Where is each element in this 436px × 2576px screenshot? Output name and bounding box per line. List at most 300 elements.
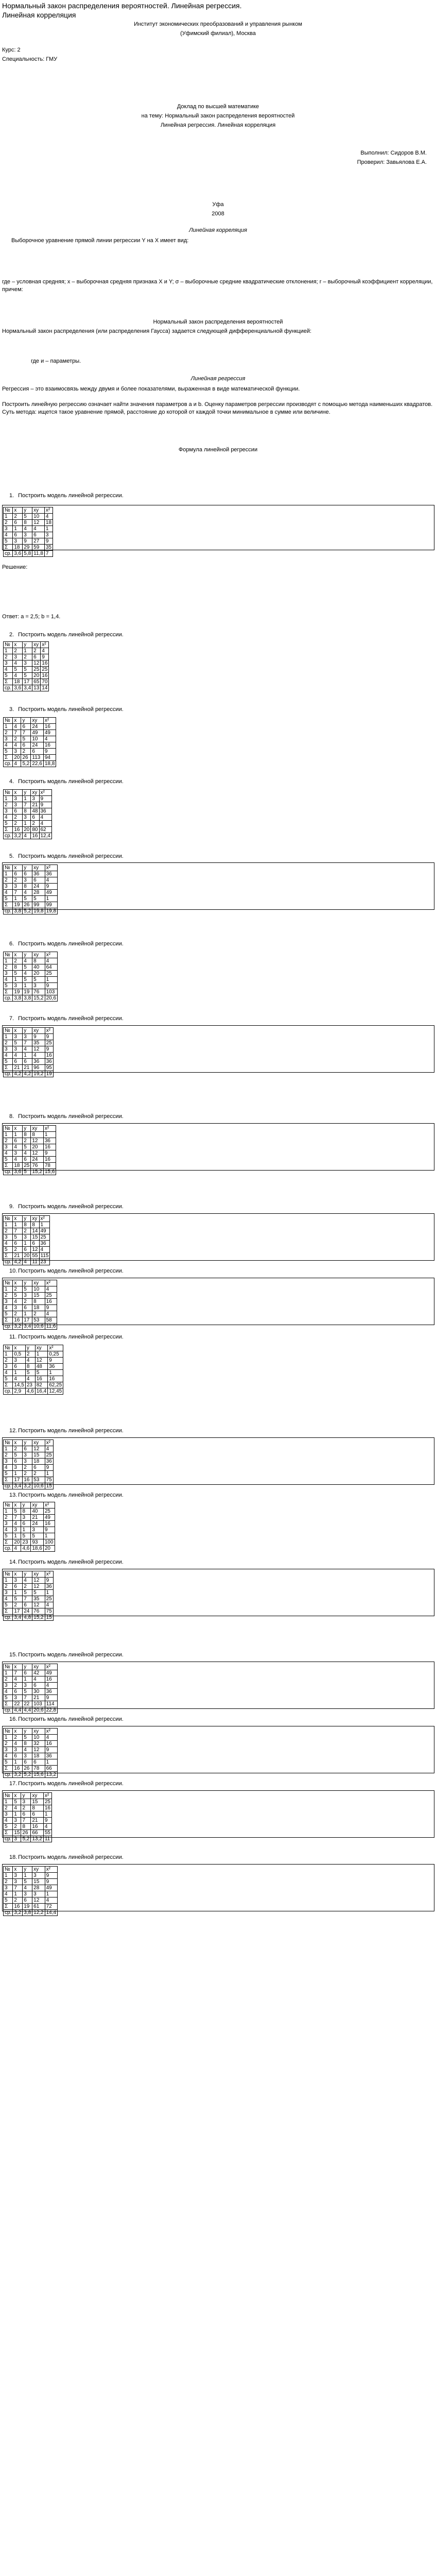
table-row	[4, 1539, 55, 1546]
table-cell: 19	[23, 989, 32, 995]
table-cell: 4	[4, 977, 13, 983]
table-cell: 8	[31, 1222, 39, 1228]
table-cell: 12	[32, 1046, 45, 1053]
table-cell: 36	[45, 1584, 53, 1590]
table-row	[4, 1299, 57, 1305]
table-cell: 3	[4, 1590, 13, 1596]
table-cell: 64	[45, 964, 57, 971]
table-cell: 1	[23, 1311, 32, 1317]
table-cell: 14,4	[45, 1910, 57, 1916]
table-cell: 3	[4, 660, 13, 667]
table-cell: ср.	[4, 1071, 13, 1077]
table-row	[4, 673, 49, 679]
table-cell: 4	[13, 742, 21, 749]
table-cell: 3	[23, 1293, 32, 1299]
table-cell: 36	[45, 1753, 57, 1759]
table-cell: 49	[43, 1515, 55, 1521]
table-cell: 72	[45, 1904, 57, 1910]
table-cell: 1	[4, 1222, 13, 1228]
table-cell: 3,2	[23, 1483, 32, 1489]
table-cell: 4	[45, 1311, 57, 1317]
task-text: Построить модель линейной регрессии.	[18, 1015, 124, 1022]
table-cell: 15,6	[43, 1169, 56, 1175]
table-cell: 78	[43, 1163, 56, 1169]
table-cell: 0,5	[13, 1351, 25, 1358]
table-cell: 5	[23, 896, 32, 902]
table-row	[4, 1701, 58, 1707]
table-header-cell: y	[23, 865, 32, 871]
table-cell: 1	[4, 1286, 13, 1293]
table-header-cell: x	[13, 718, 21, 724]
table-cell: 4	[23, 890, 32, 896]
table-row	[4, 1138, 56, 1144]
table-cell: 3	[13, 1305, 23, 1311]
table-cell: 8	[21, 1509, 31, 1515]
task-frame	[2, 1864, 434, 1911]
table-cell: 3	[23, 1683, 32, 1689]
table-cell: 3	[4, 971, 13, 977]
table-cell: 2	[13, 877, 23, 884]
table-row	[4, 1670, 58, 1676]
table-cell: 4	[4, 1891, 13, 1897]
table-cell: 5	[13, 667, 23, 673]
table-cell: 1	[4, 1034, 13, 1040]
table-cell: 19	[45, 1071, 53, 1077]
table-row	[4, 995, 58, 1002]
table-cell: 5	[4, 1376, 13, 1382]
table-header-cell: y	[23, 1216, 31, 1222]
branch-name: (Уфимский филиал), Москва	[180, 30, 256, 37]
table-cell: 4	[23, 971, 32, 977]
table-cell: 6	[32, 1465, 45, 1471]
table-cell: ср.	[4, 833, 13, 839]
table-cell: 4	[39, 815, 51, 821]
table-cell: ср.	[4, 685, 13, 691]
report-title: Доклад по высшей математике	[177, 104, 259, 110]
theory-paragraph-3: Нормальный закон распределения вероятностей	[153, 319, 283, 325]
table-header-cell: x²	[43, 1126, 56, 1132]
table-row	[4, 538, 53, 545]
table-row	[4, 1904, 58, 1910]
task-text: Построить модель линейной регрессии.	[18, 493, 124, 499]
table-cell: 4	[23, 958, 32, 964]
table-row	[4, 902, 58, 908]
table-cell: 1	[13, 1891, 23, 1897]
table-header-cell: №	[4, 1216, 13, 1222]
table-cell: 3	[23, 877, 32, 884]
table-cell: 3,8	[23, 1910, 32, 1916]
table-row	[4, 1040, 54, 1046]
table-cell: 24	[31, 742, 43, 749]
table-header-cell: x²	[45, 952, 57, 958]
table-cell: 3	[4, 1459, 13, 1465]
table-header-row	[4, 1216, 50, 1222]
table-cell: 16	[31, 1824, 43, 1830]
table-cell: 36	[45, 1689, 57, 1695]
table-cell: 4	[23, 1885, 32, 1891]
table-cell: 49	[39, 1228, 50, 1234]
table-cell: 3	[13, 983, 23, 989]
table-cell: 62,25	[48, 1382, 63, 1388]
table-cell: 6	[31, 1241, 39, 1247]
table-cell: 6	[23, 1897, 32, 1904]
table-cell: 2	[32, 1311, 45, 1317]
table-cell: 4	[39, 821, 51, 827]
table-row	[4, 1452, 54, 1459]
task-text: Построить модель линейной регрессии.	[18, 1113, 124, 1120]
table-cell: 5,8	[23, 551, 32, 557]
table-header-cell: x	[13, 1793, 21, 1799]
table-cell: 4	[45, 1446, 53, 1452]
table-cell: 3	[4, 808, 13, 815]
task-number: 17.	[9, 1781, 18, 1787]
table-cell: 9	[43, 749, 56, 755]
table-cell: 9	[44, 538, 53, 545]
table-row	[4, 1157, 56, 1163]
table-cell: 6	[23, 1157, 31, 1163]
table-cell: 4	[4, 1241, 13, 1247]
table-cell: Σ	[4, 989, 13, 995]
table-cell: 3,2	[13, 1910, 23, 1916]
table-cell: 26	[21, 755, 31, 761]
table-cell: 6	[13, 808, 23, 815]
table-cell: 2	[4, 654, 13, 660]
table-cell: 3,6	[13, 1169, 23, 1175]
table-cell: 17	[13, 1608, 23, 1615]
table-cell: 12	[32, 520, 45, 526]
table-cell: 4	[13, 1546, 21, 1552]
table-row	[4, 685, 49, 691]
table-header-cell: №	[4, 1502, 13, 1509]
table-row	[4, 815, 52, 821]
table-cell: 6	[31, 749, 43, 755]
table-cell: 3,2	[13, 833, 23, 839]
table-cell: 9	[48, 1358, 63, 1364]
table-cell: 9	[45, 1873, 57, 1879]
table-cell: 4	[13, 1144, 23, 1150]
table-cell: 4,6	[21, 1546, 31, 1552]
table-cell: 3,8	[23, 995, 32, 1002]
table-cell: 7	[23, 1040, 32, 1046]
table-cell: 13,2	[45, 1772, 57, 1778]
data-table	[3, 1027, 54, 1077]
table-cell: 3,4	[23, 1324, 32, 1330]
table-row	[4, 724, 56, 730]
data-table	[3, 1792, 52, 1842]
table-cell: 94	[43, 755, 56, 761]
table-cell: 17	[23, 679, 32, 685]
table-row	[4, 971, 58, 977]
table-cell: 6	[21, 1521, 31, 1527]
table-cell: 1	[43, 1132, 56, 1138]
table-cell: 12	[31, 1247, 39, 1253]
table-cell: 17	[13, 1477, 23, 1483]
table-cell: 4	[4, 890, 13, 896]
table-cell: 4	[4, 1053, 13, 1059]
table-header-cell: x²	[45, 1728, 57, 1735]
table-header-cell: №	[4, 952, 13, 958]
table-cell: 3	[23, 1891, 32, 1897]
table-cell: 1	[13, 1811, 21, 1818]
table-cell: 66	[45, 1766, 57, 1772]
table-cell: 16	[43, 1805, 51, 1811]
table-cell: 7	[23, 1596, 32, 1602]
task-heading	[9, 1015, 124, 1023]
table-cell: 19	[13, 902, 23, 908]
theory-heading: Линейная корреляция	[189, 227, 247, 233]
table-cell: Σ	[4, 545, 13, 551]
table-cell: 7	[21, 1818, 31, 1824]
table-cell: 16	[43, 724, 56, 730]
table-header-cell: №	[4, 1664, 13, 1670]
table-header-cell: x²	[43, 1502, 55, 1509]
table-row	[4, 890, 58, 896]
table-cell: 3	[4, 1299, 13, 1305]
task-heading	[9, 1427, 124, 1435]
table-cell: 26	[21, 1830, 31, 1836]
table-cell: 16	[45, 1053, 53, 1059]
table-cell: 15,2	[32, 995, 45, 1002]
table-header-cell: x²	[45, 1664, 57, 1670]
table-header-row	[4, 1028, 54, 1034]
theory-paragraph-4: Нормальный закон распределения (или распределения Гаусса) задается следующей дифференциальной функцией:	[2, 328, 312, 334]
table-header-cell: x²	[43, 1793, 51, 1799]
table-cell: 2	[13, 1247, 23, 1253]
table-cell: 5	[23, 964, 32, 971]
table-row	[4, 1824, 52, 1830]
table-cell: 25	[32, 667, 41, 673]
table-cell: 7	[13, 890, 23, 896]
table-header-cell: xy	[32, 1280, 45, 1286]
table-row	[4, 1259, 50, 1265]
table-row	[4, 736, 56, 742]
table-header-cell: №	[4, 1345, 13, 1351]
table-cell: 75	[45, 1608, 53, 1615]
table-cell: 19,8	[32, 908, 45, 914]
table-cell: 1	[13, 1222, 23, 1228]
table-row	[4, 520, 53, 526]
table-cell: 5	[23, 1286, 32, 1293]
table-row	[4, 1459, 54, 1465]
table-cell: 4	[45, 1602, 53, 1608]
table-cell: 7	[13, 1885, 23, 1891]
table-cell: 5	[23, 1169, 31, 1175]
table-cell: 3	[4, 1521, 13, 1527]
table-cell: 6	[32, 877, 45, 884]
table-cell: 2	[13, 736, 21, 742]
table-cell: 36	[39, 1241, 50, 1247]
table-header-cell: xy	[32, 865, 45, 871]
table-cell: 36	[45, 871, 57, 877]
table-cell: 49	[45, 1670, 57, 1676]
theory-paragraph-6: Линейная регрессия	[190, 376, 246, 382]
task-heading	[9, 1492, 124, 1499]
table-row	[4, 1071, 54, 1077]
table-header-row	[4, 1728, 58, 1735]
table-cell: 4	[13, 724, 21, 730]
table-cell: 58	[45, 1317, 57, 1324]
table-cell: 11	[43, 1836, 51, 1842]
table-cell: 2	[13, 821, 23, 827]
task-number: 1.	[9, 493, 14, 499]
task-frame	[2, 1025, 434, 1073]
table-header-cell: x	[13, 952, 23, 958]
table-cell: 7	[13, 1670, 23, 1676]
table-cell: 2	[4, 877, 13, 884]
table-cell: 1	[23, 1676, 32, 1683]
table-cell: ср.	[4, 995, 13, 1002]
table-cell: 4,2	[23, 1071, 32, 1077]
table-cell: 7	[23, 802, 31, 808]
table-cell: 5	[4, 821, 13, 827]
table-cell: 3	[13, 1873, 23, 1879]
table-cell: 16	[35, 1376, 47, 1382]
table-cell: 5	[25, 1370, 35, 1376]
table-header-cell: №	[4, 642, 13, 648]
table-cell: 3	[23, 1234, 31, 1241]
table-header-cell: x²	[39, 790, 51, 796]
table-cell: 4	[4, 1596, 13, 1602]
table-cell: ср.	[4, 1772, 13, 1778]
table-cell: 8	[23, 1741, 32, 1747]
table-cell: 55	[43, 1830, 51, 1836]
table-row	[4, 1034, 54, 1040]
table-cell: 1	[23, 796, 31, 802]
table-cell: 1	[4, 1446, 13, 1452]
table-cell: 5,2	[21, 1836, 31, 1842]
table-cell: 1	[13, 1759, 23, 1766]
table-cell: 113	[31, 755, 43, 761]
table-cell: 1	[48, 1370, 63, 1376]
table-cell: 1	[13, 896, 23, 902]
table-cell: 95	[45, 1065, 53, 1071]
table-cell: 1	[23, 821, 31, 827]
table-cell: 25	[45, 1040, 53, 1046]
table-cell: 16	[31, 833, 39, 839]
table-cell: Σ	[4, 1382, 13, 1388]
table-row	[4, 983, 58, 989]
table-cell: 2	[32, 648, 41, 654]
table-cell: 6	[13, 1584, 23, 1590]
table-cell: 4	[23, 1747, 32, 1753]
table-cell: 4,8	[23, 1615, 32, 1621]
table-cell: 20	[32, 971, 45, 977]
table-cell: 8	[32, 1299, 45, 1305]
task-frame	[2, 1790, 434, 1838]
table-cell: 1	[4, 1799, 13, 1805]
table-cell: 25	[39, 1234, 50, 1241]
table-row	[4, 1169, 56, 1175]
task-number: 7.	[9, 1015, 14, 1022]
table-cell: 16	[45, 1299, 57, 1305]
table-header-cell: x²	[43, 718, 56, 724]
table-cell: 49	[43, 730, 56, 736]
table-cell: 53	[32, 1477, 45, 1483]
table-row	[4, 1747, 58, 1753]
table-cell: 3	[4, 1747, 13, 1753]
table-cell: 1	[35, 1351, 47, 1358]
table-header-cell: xy	[31, 1126, 43, 1132]
table-cell: ср.	[4, 1546, 13, 1552]
table-cell: 15	[32, 1879, 45, 1885]
table-cell: 3	[4, 526, 13, 532]
table-cell: 15,6	[32, 1772, 45, 1778]
table-cell: 4	[13, 1676, 23, 1683]
table-row	[4, 1477, 54, 1483]
table-cell: 2	[4, 1293, 13, 1299]
table-cell: 3	[13, 1358, 25, 1364]
table-cell: 19,2	[32, 1071, 45, 1077]
table-header-row	[4, 1345, 63, 1351]
table-cell: 5	[4, 1824, 13, 1830]
table-cell: 76	[32, 1608, 45, 1615]
table-row	[4, 1483, 54, 1489]
table-row	[4, 1879, 58, 1885]
table-cell: 3,8	[13, 995, 23, 1002]
table-cell: Σ	[4, 1539, 13, 1546]
table-cell: 4	[23, 1259, 31, 1265]
table-cell: 9	[45, 1046, 53, 1053]
table-cell: 3	[23, 1034, 32, 1040]
table-cell: 6	[21, 742, 31, 749]
table-row	[4, 1293, 57, 1299]
data-table	[3, 1280, 57, 1330]
table-cell: 7	[13, 1228, 23, 1234]
table-cell: 4	[4, 532, 13, 538]
table-cell: 25	[45, 971, 57, 977]
table-cell: 3	[4, 1885, 13, 1891]
table-cell: 16	[13, 1904, 23, 1910]
table-header-cell: xy	[32, 642, 41, 648]
table-cell: 19,8	[45, 908, 57, 914]
table-cell: 8	[21, 1824, 31, 1830]
table-cell: 4	[41, 648, 49, 654]
table-cell: 3	[13, 802, 23, 808]
table-cell: 1	[13, 1132, 23, 1138]
table-cell: 59	[32, 545, 45, 551]
table-cell: 6	[32, 654, 41, 660]
table-row	[4, 1805, 52, 1811]
table-header-cell: x²	[44, 507, 53, 514]
task-text: Построить модель линейной регрессии.	[18, 1652, 124, 1658]
task-frame	[2, 1437, 434, 1485]
table-cell: 25	[45, 1596, 53, 1602]
table-cell: 15,2	[31, 1169, 43, 1175]
task-heading	[9, 631, 124, 639]
table-header-cell: xy	[32, 1028, 45, 1034]
table-cell: ср.	[4, 761, 13, 767]
table-cell: 1	[4, 514, 13, 520]
table-row	[4, 1241, 50, 1247]
table-cell: 25	[41, 667, 49, 673]
table-cell: 5	[4, 896, 13, 902]
table-row	[4, 1891, 58, 1897]
table-cell: 80	[31, 827, 39, 833]
table-row	[4, 1351, 63, 1358]
table-header-cell: y	[21, 718, 31, 724]
table-row	[4, 551, 53, 557]
table-cell: 82	[35, 1382, 47, 1388]
table-header-cell: y	[21, 1502, 31, 1509]
table-cell: 4	[45, 958, 57, 964]
table-cell: 1	[44, 526, 53, 532]
table-header-cell: №	[4, 1440, 13, 1446]
table-cell: ср.	[4, 908, 13, 914]
table-row	[4, 1305, 57, 1311]
table-cell: 20	[31, 1144, 43, 1150]
table-cell: 16	[43, 1157, 56, 1163]
table-cell: 35	[32, 1040, 45, 1046]
